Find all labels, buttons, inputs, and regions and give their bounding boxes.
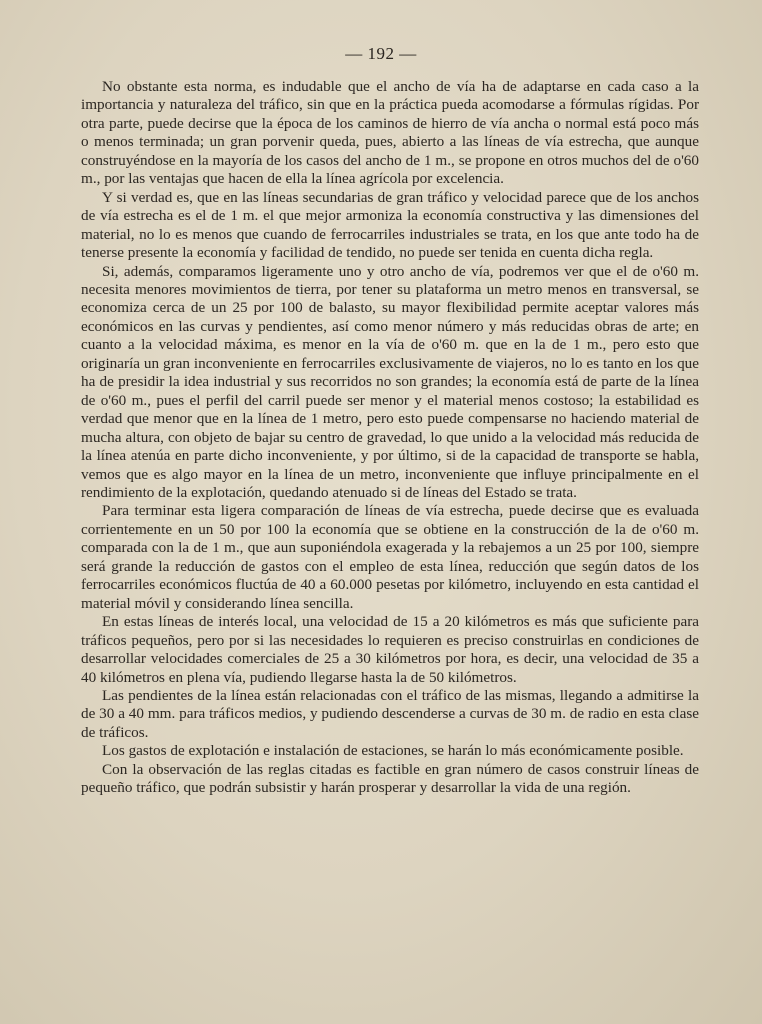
paragraph-2: Y si verdad es, que en las líneas secundarias de gran tráfico y velocidad parece que de los anchos de vía estrecha es el de 1 m. el que mejor armoniza la economía constructiva y las dimensiones del material, no lo es menos que cuando de ferrocarriles industriales se trata, en los que ante todo ha de tenerse presente la economía y facilidad de tendido, no puede ser tenida en cuenta dicha regla. bbox=[81, 188, 699, 262]
paragraph-5: En estas líneas de interés local, una velocidad de 15 a 20 kilómetros es más que suficiente para tráficos pequeños, pero por si las necesidades lo requieren es preciso construirlas en condiciones de desarrollar velocidades comerciales de 25 a 30 kilómetros por hora, es decir, una velocidad de 35 a 40 kilómetros en plena vía, pudiendo llegarse hasta la de 50 kilómetros. bbox=[81, 613, 699, 686]
paragraph-6: Las pendientes de la línea están relacionadas con el tráfico de las mismas, llegando a admitirse la de 30 a 40 mm. para tráficos medios, y pudiendo descenderse a curvas de 30 m. de radio en esta clase de tráficos. bbox=[81, 686, 699, 741]
paragraph-4: Para terminar esta ligera comparación de líneas de vía estrecha, puede decirse que es evaluada corrientemente en un 50 por 100 la economía que se obtiene en la construcción de la de o'60 m. comparada con la de 1 m., que aun suponiéndola exagerada y la rebajemos a un 25 por 100, siempre será grande la reducción de gastos con el empleo de esta línea, reducción que según datos de los ferrocarriles económicos fluctúa de 40 a 60.000 pesetas por kilómetro, incluyendo en esta cantidad el material móvil y considerando línea sencilla. bbox=[81, 502, 699, 612]
paragraph-1: No obstante esta norma, es indudable que el ancho de vía ha de adaptarse en cada caso a la importancia y naturaleza del tráfico, sin que en la práctica pueda acomodarse a fórmulas rígidas. Por otra parte, puede decirse que la época de los caminos de hierro de vía ancha o normal está poco más o menos terminada; un gran porvenir queda, pues, abierto a las líneas de vía estrecha, que aunque construyéndose en la mayoría de los casos del ancho de 1 m., se propone en otros muchos del de o'60 m., por las ventajas que hacen de ella la línea agrícola por excelencia. bbox=[81, 78, 699, 188]
paragraph-8: Con la observación de las reglas citadas es factible en gran número de casos construir líneas de pequeño tráfico, que podrán subsistir y harán prosperar y desarrollar la vida de una región. bbox=[81, 760, 699, 797]
body-text bbox=[81, 78, 699, 798]
paragraph-7: Los gastos de explotación e instalación de estaciones, se harán lo más económicamente posible. bbox=[102, 742, 684, 760]
page-number: — 192 — bbox=[345, 44, 417, 63]
paragraph-3: Si, además, comparamos ligeramente uno y otro ancho de vía, podremos ver que el de o'60 m. necesita menores movimientos de tierra, por tener su plataforma un metro menos en transversal, se economiza cerca de un 25 por 100 de balasto, su mayor flexibilidad permite aceptar valores más económicos en las curvas y pendientes, así como menor número y más reducidas obras de arte; en cuanto a la velocidad máxima, es menor en la vía de o'60 m. que en la de 1 m., pero esto que originaría un gran inconveniente en ferrocarriles exclusivamente de viajeros, no lo es tanto en los que ha de presidir la idea industrial y sus recorridos no son grandes; la economía está de parte de la línea de o'60 m., pues el perfil del carril puede ser menor y el material menos costoso; la estabilidad es verdad que menor que en la línea de 1 metro, pero esto puede compensarse no haciendo material de mucha altura, con objeto de bajar su centro de gravedad, lo que unido a la velocidad más reducida de la línea atenúa en parte dicho inconveniente, y por último, si de la capacidad de transporte se habla, vemos que es algo mayor en la línea de un metro, inconveniente que influye principalmente en el rendimiento de la explotación, quedando atenuado si de líneas del Estado se trata. bbox=[81, 262, 699, 501]
